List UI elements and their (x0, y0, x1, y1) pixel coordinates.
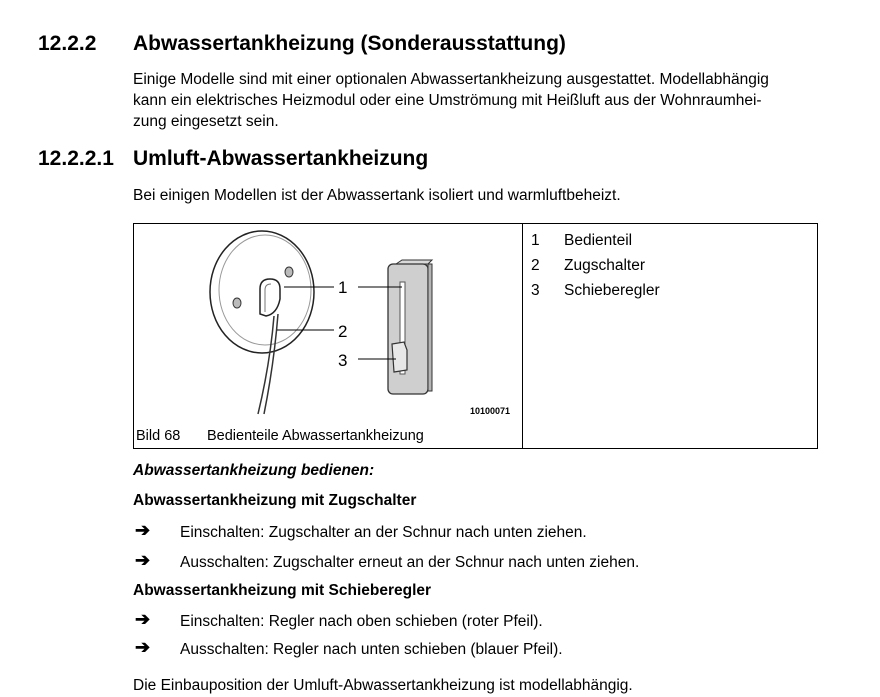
legend-num-3: 3 (531, 282, 540, 299)
callout-2: 2 (338, 322, 348, 341)
intro-line-2: kann ein elektrisches Heizmodul oder eine Umströmung mit Heißluft aus der Wohnraumhei- (133, 92, 762, 109)
figure-code: 10100071 (470, 406, 511, 416)
intro-line-1: Einige Modelle sind mit einer optionalen Abwassertankheizung ausgestattet. Modellabhängig (133, 71, 769, 88)
arrow-icon: ➔ (135, 550, 151, 570)
legend-label-1: Bedienteil (564, 232, 633, 249)
group1-item-1: Einschalten: Zugschalter an der Schnur nach unten ziehen. (180, 524, 587, 541)
subsection-text: Bei einigen Modellen ist der Abwassertank isoliert und warmluftbeheizt. (133, 187, 621, 204)
section-title: Abwassertankheizung (Sonderausstattung) (133, 32, 566, 55)
figure-divider (522, 223, 523, 449)
group2-item-2: Ausschalten: Regler nach unten schieben (blauer Pfeil). (180, 641, 563, 658)
figure-illustration (134, 224, 522, 424)
subsection-title: Umluft-Abwassertankheizung (133, 147, 429, 170)
section-number: 12.2.2 (38, 32, 97, 55)
arrow-icon: ➔ (135, 609, 151, 629)
callout-3: 3 (338, 351, 348, 370)
caption-label: Bild 68 (136, 428, 181, 444)
callout-1: 1 (338, 278, 348, 297)
legend-label-2: Zugschalter (564, 257, 645, 274)
group2-item-1: Einschalten: Regler nach oben schieben (roter Pfeil). (180, 613, 543, 630)
intro-line-3: zung eingesetzt sein. (133, 113, 279, 130)
group1-item-2: Ausschalten: Zugschalter erneut an der Schnur nach unten ziehen. (180, 554, 640, 571)
group2-heading: Abwassertankheizung mit Schieberegler (133, 582, 432, 599)
group1-heading: Abwassertankheizung mit Zugschalter (133, 492, 417, 509)
operate-heading: Abwassertankheizung bedienen: (133, 462, 375, 479)
caption-text: Bedienteile Abwassertankheizung (207, 428, 424, 444)
arrow-icon: ➔ (135, 637, 151, 657)
legend-label-3: Schieberegler (564, 282, 660, 299)
legend-num-2: 2 (531, 257, 540, 274)
subsection-number: 12.2.2.1 (38, 147, 114, 170)
footer-text: Die Einbauposition der Umluft-Abwassertankheizung ist modellabhängig. (133, 677, 633, 694)
arrow-icon: ➔ (135, 520, 151, 540)
legend-num-1: 1 (531, 232, 540, 249)
